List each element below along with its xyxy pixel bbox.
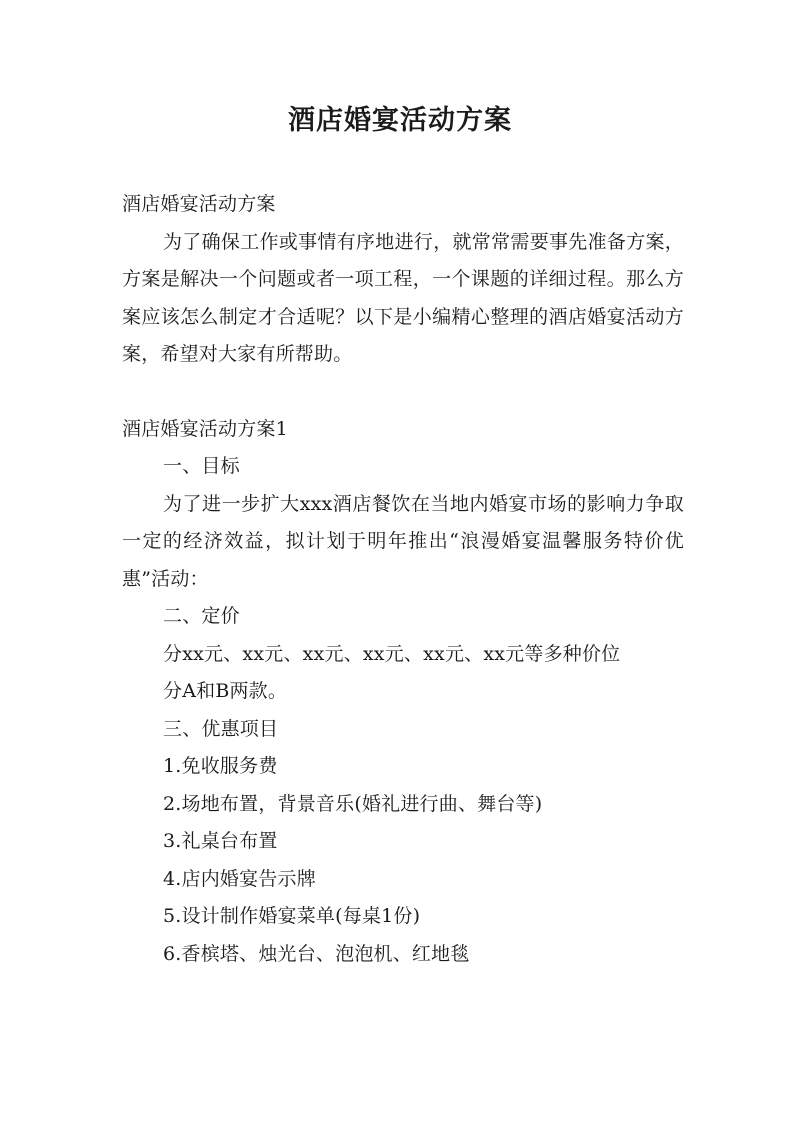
offer-item: 5.设计制作婚宴菜单(每桌1份) xyxy=(163,905,421,927)
heading-goal: 一、目标 xyxy=(163,455,240,477)
subtitle-line: 酒店婚宴活动方案 xyxy=(122,193,276,215)
pricing-options: 分A和B两款。 xyxy=(163,680,288,702)
heading-pricing: 二、定价 xyxy=(163,605,240,627)
pricing-paragraph: 分xx元、xx元、xx元、xx元、xx元、xx元等多种价位 xyxy=(163,642,621,665)
offer-item: 4.店内婚宴告示牌 xyxy=(163,867,316,890)
paragraph-spacer xyxy=(122,374,684,411)
section-heading: 酒店婚宴活动方案1 xyxy=(122,417,288,440)
heading-offers: 三、优惠项目 xyxy=(163,717,279,740)
offer-item: 2.场地布置，背景音乐(婚礼进行曲、舞台等) xyxy=(163,792,543,815)
offer-item: 6.香槟塔、烛光台、泡泡机、红地毯 xyxy=(163,942,470,965)
document-title: 酒店婚宴活动方案 xyxy=(288,105,512,136)
offer-item: 1.免收服务费 xyxy=(163,755,278,777)
offer-item: 3.礼桌台布置 xyxy=(163,830,278,852)
document-body xyxy=(122,186,684,973)
goal-paragraph: 为了进一步扩大xxx酒店餐饮在当地内婚宴市场的影响力争取一定的经济效益，拟计划于明年推出“浪漫婚宴温馨服务特价优惠”活动： xyxy=(122,492,684,590)
intro-paragraph: 为了确保工作或事情有序地进行，就常常需要事先准备方案，方案是解决一个问题或者一项工程，一个课题的详细过程。那么方案应该怎么制定才合适呢？以下是小编精心整理的酒店婚宴活动方案，希望对大家有所帮助。 xyxy=(122,230,684,365)
